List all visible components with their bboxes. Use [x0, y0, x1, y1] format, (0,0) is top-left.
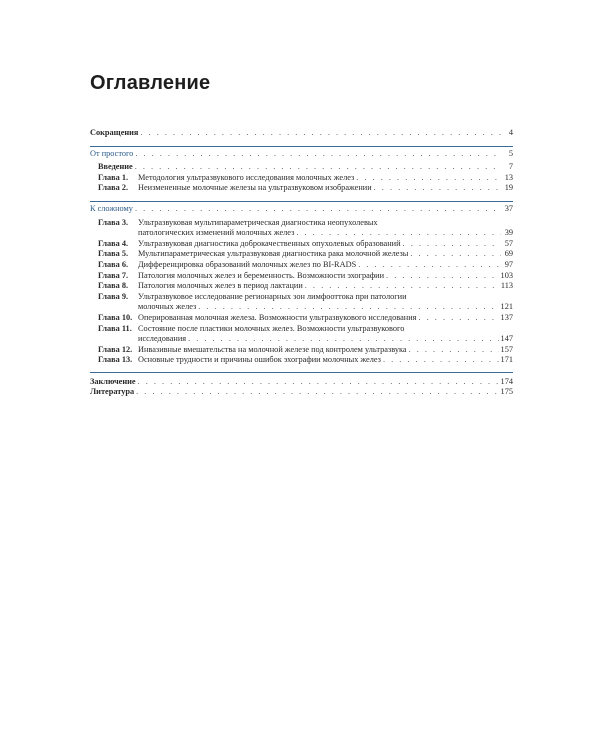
chapter-number: Глава 2. [98, 183, 129, 193]
leader-dots [386, 271, 499, 282]
chapter-number: Глава 7. [98, 270, 129, 280]
toc-entry-page: 5 [508, 148, 513, 158]
toc-entry-label: Ультразвуковая мультипараметрическая диагностика неопухолевых [138, 217, 378, 227]
toc-entry-introduction[interactable] [90, 162, 513, 173]
toc-entry-page: 7 [508, 162, 513, 172]
toc-entry-label: Неизмененные молочные железы на ультразвуковом изображении [138, 183, 372, 193]
toc-entry-page: 121 [500, 302, 513, 312]
toc-chapter-11[interactable] [90, 324, 513, 335]
toc-entry-page: 13 [504, 172, 513, 182]
leader-dots [138, 377, 499, 388]
toc-entry-page: 37 [504, 203, 513, 213]
toc-part-from-simple[interactable] [90, 146, 513, 160]
toc-chapter-3-cont[interactable] [90, 228, 513, 239]
toc-entry-page: 174 [500, 376, 513, 386]
toc-entry-label: Состояние после пластики молочных желез. Возможности ультразвукового [138, 323, 405, 333]
toc-entry-page: 19 [504, 183, 513, 193]
toc-entry-page: 175 [500, 387, 513, 397]
section-divider [90, 372, 513, 373]
toc-entry-label: Ультразвуковое исследование регионарных зон лимфооттока при патологии [138, 291, 407, 301]
toc-chapter-2[interactable] [90, 183, 513, 194]
toc-entry-label: Введение [98, 162, 133, 172]
leader-dots [409, 345, 499, 356]
toc-entry-page: 103 [500, 270, 513, 280]
toc-entry-label: Сокращения [90, 128, 139, 137]
chapter-number: Глава 1. [98, 172, 129, 182]
leader-dots [135, 149, 501, 160]
toc-entry-label: Ультразвуковая диагностика доброкачественных опухолевых образований [138, 238, 401, 248]
toc-chapter-9[interactable] [90, 292, 513, 303]
toc-entry-label: Основные трудности и причины ошибок эхографии молочных желез [138, 355, 381, 365]
leader-dots [136, 387, 498, 398]
leader-dots [296, 228, 501, 239]
toc-part-label: К сложному [90, 203, 133, 213]
leader-dots [410, 249, 501, 260]
toc-entry-label: Инвазивные вмешательства на молочной железе под контролем ультразвука [138, 344, 407, 354]
toc-chapter-9-cont[interactable] [90, 302, 513, 313]
toc-entry-references[interactable] [90, 387, 513, 398]
toc-entry-page: 147 [500, 334, 513, 344]
toc-chapter-11-cont[interactable] [90, 334, 513, 345]
toc-chapter-6[interactable] [90, 260, 513, 271]
chapter-number: Глава 8. [98, 281, 129, 291]
toc-chapter-3[interactable] [90, 218, 513, 229]
toc-chapter-4[interactable] [90, 239, 513, 250]
toc-chapter-10[interactable] [90, 313, 513, 324]
toc-chapter-1[interactable] [90, 173, 513, 184]
toc-part-label: От простого [90, 148, 134, 158]
toc-entry-page: 137 [500, 312, 513, 322]
leader-dots [135, 162, 501, 173]
leader-dots [374, 183, 501, 194]
toc-chapter-7[interactable] [90, 271, 513, 282]
leader-dots [135, 204, 501, 215]
toc-entry-page: 97 [504, 259, 513, 269]
leader-dots [140, 128, 501, 139]
toc-chapter-5[interactable] [90, 249, 513, 260]
chapter-number: Глава 10. [98, 312, 133, 322]
toc-entry-label: исследования [138, 334, 187, 344]
table-of-contents [90, 128, 513, 398]
leader-dots [403, 239, 501, 250]
chapter-number: Глава 4. [98, 238, 129, 248]
chapter-number: Глава 3. [98, 217, 129, 227]
toc-entry-page: 57 [504, 238, 513, 248]
leader-dots [358, 260, 501, 271]
chapter-number: Глава 5. [98, 249, 129, 259]
chapter-number: Глава 12. [98, 344, 133, 354]
toc-entry-label: патологических изменений молочных желез [138, 228, 295, 238]
toc-entry-label: Мультипараметрическая ультразвуковая диагностика рака молочной железы [138, 249, 409, 259]
toc-entry-label: Заключение [90, 376, 136, 386]
toc-entry-label: Патология молочных желез в период лактации [138, 281, 303, 291]
toc-entry-page: 171 [500, 355, 513, 365]
leader-dots [198, 302, 498, 313]
chapter-number: Глава 9. [98, 291, 129, 301]
leader-dots [419, 313, 499, 324]
toc-entry-label: Методология ультразвукового исследования молочных желез [138, 172, 355, 182]
toc-entry-page: 4 [508, 128, 513, 137]
toc-entry-label: Оперированная молочная железа. Возможности ультразвукового исследования [138, 312, 417, 322]
toc-part-to-complex[interactable] [90, 201, 513, 215]
toc-entry-label: молочных желез [138, 302, 197, 312]
toc-entry-page: 157 [500, 344, 513, 354]
toc-chapter-12[interactable] [90, 345, 513, 356]
chapter-number: Глава 11. [98, 323, 132, 333]
toc-entry-abbreviations[interactable] [90, 128, 513, 139]
toc-chapter-13[interactable] [90, 355, 513, 366]
toc-entry-page: 39 [504, 228, 513, 238]
toc-entry-page: 113 [500, 281, 513, 291]
chapter-number: Глава 6. [98, 259, 129, 269]
toc-chapter-8[interactable] [90, 281, 513, 292]
toc-entry-label: Патология молочных желез и беременность. Возможности эхографии [138, 270, 385, 280]
toc-entry-conclusion[interactable] [90, 377, 513, 388]
leader-dots [383, 355, 499, 366]
toc-entry-page: 69 [504, 249, 513, 259]
leader-dots [188, 334, 498, 345]
toc-entry-label: Дифференцировка образований молочных желез по BI-RADS [138, 259, 357, 269]
toc-entry-label: Литература [90, 387, 135, 397]
chapter-number: Глава 13. [98, 355, 133, 365]
leader-dots [356, 173, 501, 184]
page-title: Оглавление [90, 72, 211, 94]
leader-dots [305, 281, 499, 292]
